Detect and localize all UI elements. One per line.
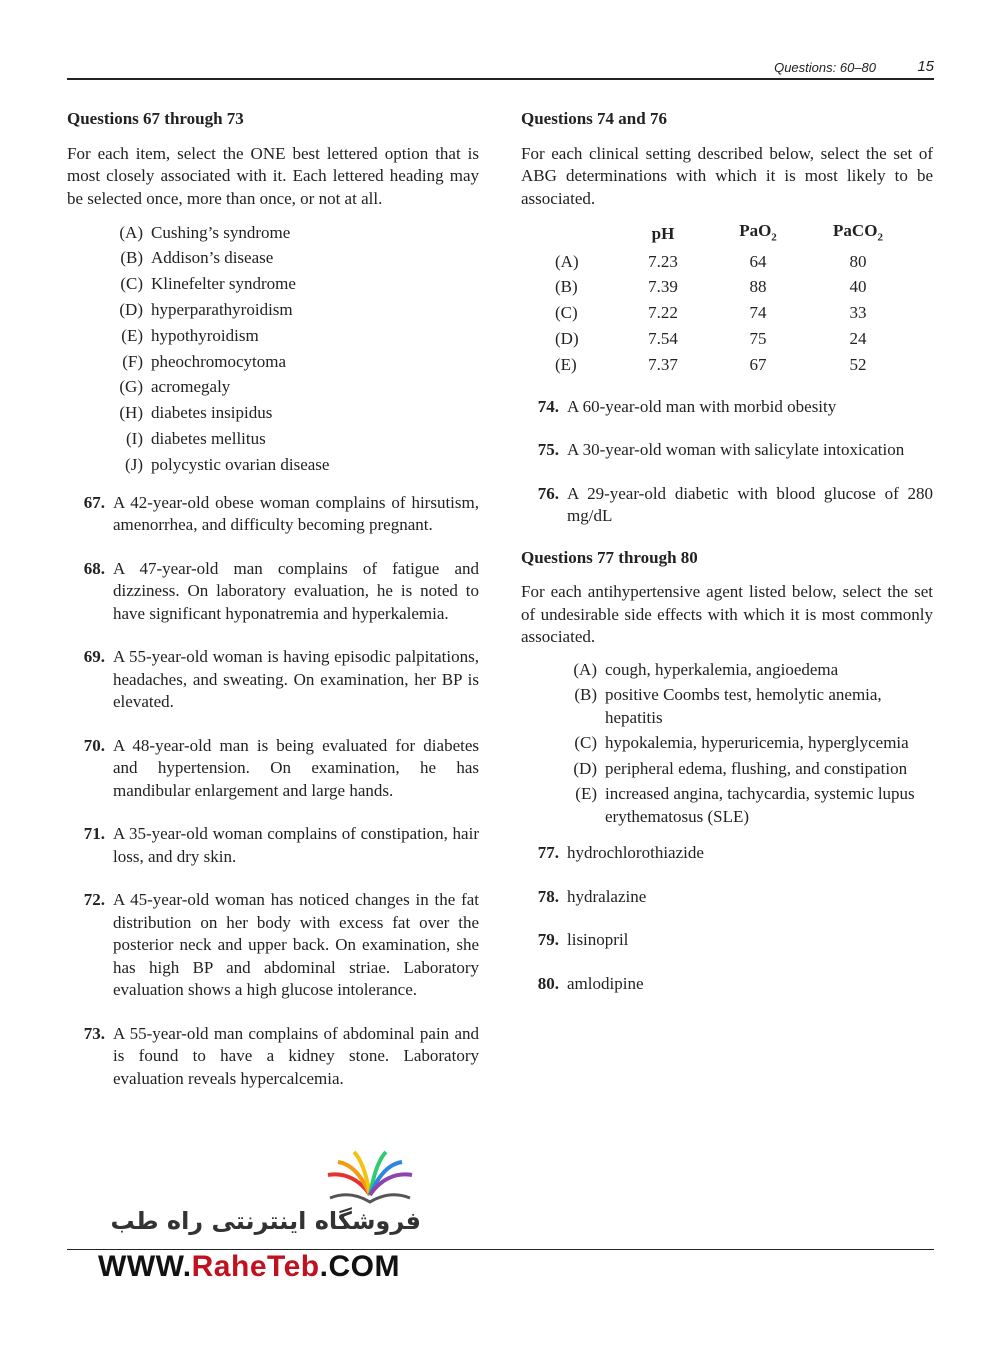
question-number: 75. <box>537 440 559 460</box>
page-number: 15 <box>917 58 934 75</box>
abg-header-row <box>555 220 913 249</box>
option-text: Klinefelter syndrome <box>151 274 296 294</box>
option-text: pheochromocytoma <box>151 351 287 371</box>
option-item <box>67 272 479 298</box>
option-item <box>521 659 933 682</box>
option-item <box>521 758 933 781</box>
question-item <box>521 483 933 528</box>
option-item <box>67 349 479 375</box>
option-letter: (E) <box>121 325 143 345</box>
question-list <box>521 396 933 528</box>
question-number: 79. <box>537 930 559 950</box>
abg-ph-value: 7.23 <box>648 251 678 271</box>
question-item <box>67 823 479 868</box>
abg-pao2-value: 64 <box>749 251 767 271</box>
option-letter: (D) <box>573 758 597 778</box>
site-watermark <box>98 1150 428 1290</box>
col-header-ph: pH <box>651 224 675 244</box>
option-text: acromegaly <box>151 377 231 397</box>
header-question-range: Questions: 60–80 <box>774 60 876 75</box>
option-list <box>67 220 479 478</box>
option-letter: (J) <box>125 454 143 474</box>
col-header-paco2: PaCO$_2$ <box>833 221 883 244</box>
question-item <box>67 558 479 626</box>
abg-row <box>555 249 913 275</box>
question-text: A 30-year-old woman with salicylate intoxication <box>567 440 905 460</box>
option-letter: (D) <box>119 300 143 320</box>
question-item <box>67 646 479 714</box>
option-letter: (A) <box>119 222 143 242</box>
section-heading: Questions 67 through 73 <box>67 109 244 128</box>
option-item <box>67 375 479 401</box>
option-item <box>521 684 933 729</box>
page-header <box>67 60 934 80</box>
question-list <box>67 492 479 1091</box>
question-number: 70. <box>83 735 105 755</box>
abg-ph-value: 7.54 <box>648 328 678 348</box>
option-letter: (G) <box>119 377 143 397</box>
question-item <box>521 929 933 952</box>
option-item <box>67 246 479 272</box>
question-text: A 55-year-old man complains of abdominal pain and is found to have a kidney stone. Laboratory evaluation reveals hypercalcemia. <box>113 1023 479 1088</box>
abg-option-letter: (C) <box>555 303 578 323</box>
question-text: A 48-year-old man is being evaluated for diabetes and hypertension. On examination, he has mandibular enlargement and large hands. <box>113 735 479 800</box>
col-header-pao2: PaO$_2$ <box>739 221 777 244</box>
abg-paco2-value: 24 <box>849 328 867 348</box>
abg-pao2-value: 75 <box>749 328 767 348</box>
question-item <box>521 886 933 909</box>
option-item <box>521 732 933 755</box>
option-text: peripheral edema, flushing, and constipation <box>605 758 908 778</box>
watermark-url: WWW.RaheTeb.COM <box>98 1250 400 1283</box>
abg-ph-value: 7.39 <box>648 277 678 297</box>
abg-paco2-value: 80 <box>849 251 867 271</box>
section-heading: Questions 77 through 80 <box>521 547 698 567</box>
option-text: hypothyroidism <box>151 325 259 345</box>
question-text: A 60-year-old man with morbid obesity <box>567 396 837 416</box>
abg-pao2-value: 74 <box>749 303 767 323</box>
question-number: 67. <box>83 492 105 512</box>
option-item <box>67 323 479 349</box>
option-text: Addison’s disease <box>151 248 274 268</box>
option-item <box>67 297 479 323</box>
option-text: positive Coombs test, hemolytic anemia, hepatitis <box>605 685 882 727</box>
question-number: 80. <box>537 973 559 993</box>
abg-option-letter: (A) <box>555 251 579 271</box>
option-item <box>67 452 479 478</box>
question-number: 73. <box>83 1023 105 1043</box>
option-item <box>67 220 479 246</box>
question-item <box>521 973 933 996</box>
question-item <box>521 396 933 419</box>
option-text: Cushing’s syndrome <box>151 222 291 242</box>
option-letter: (H) <box>119 403 143 423</box>
option-letter: (C) <box>574 733 597 753</box>
option-text: increased angina, tachycardia, systemic lupus erythematosus (SLE) <box>605 784 915 826</box>
option-letter: (B) <box>574 685 597 705</box>
option-item <box>67 401 479 427</box>
question-item <box>67 492 479 537</box>
option-item <box>521 783 933 828</box>
abg-pao2-value: 67 <box>749 354 767 374</box>
abg-option-letter: (D) <box>555 328 579 348</box>
question-text: A 55-year-old woman is having episodic palpitations, headaches, and sweating. On examination, her BP is elevated. <box>113 647 479 712</box>
abg-row <box>555 275 913 301</box>
option-list <box>521 659 933 829</box>
option-text: hypokalemia, hyperuricemia, hyperglycemia <box>605 733 909 753</box>
open-book-logo-icon <box>320 1150 420 1210</box>
left-column <box>67 108 479 1111</box>
section-instruction: For each clinical setting described below, select the set of ABG determinations with which it is most likely to be associated. <box>521 143 933 208</box>
question-text: A 29-year-old diabetic with blood glucose of 280 mg/dL <box>567 483 933 526</box>
option-letter: (B) <box>120 248 143 268</box>
abg-row <box>555 352 913 378</box>
question-item <box>67 1023 479 1091</box>
question-item <box>521 439 933 462</box>
option-text: cough, hyperkalemia, angioedema <box>605 659 839 679</box>
abg-row <box>555 326 913 352</box>
section-heading: Questions 74 and 76 <box>521 109 667 128</box>
section-instruction: For each item, select the ONE best lettered option that is most closely associated with it. Each lettered heading may be selected once, more than once, or not at all. <box>67 143 479 208</box>
watermark-persian-text: فروشگاه اینترنتی راه طب <box>110 1207 421 1235</box>
question-number: 77. <box>537 843 559 863</box>
abg-paco2-value: 33 <box>849 303 867 323</box>
question-text: lisinopril <box>567 930 629 950</box>
question-number: 74. <box>537 396 559 416</box>
option-letter: (A) <box>573 659 597 679</box>
question-text: A 35-year-old woman complains of constipation, hair loss, and dry skin. <box>113 824 479 866</box>
question-item <box>67 889 479 1002</box>
question-number: 76. <box>537 483 559 503</box>
option-text: diabetes mellitus <box>151 429 266 449</box>
option-text: diabetes insipidus <box>151 403 273 423</box>
abg-table <box>555 220 913 378</box>
abg-option-letter: (E) <box>555 354 577 374</box>
question-item <box>521 842 933 865</box>
question-text: A 42-year-old obese woman complains of hirsutism, amenorrhea, and difficulty becoming pregnant. <box>113 492 479 535</box>
option-letter: (E) <box>575 784 597 804</box>
abg-ph-value: 7.22 <box>648 303 678 323</box>
question-text: A 47-year-old man complains of fatigue and dizziness. On laboratory evaluation, he is noted to have significant hyponatremia and hyperkalemia. <box>113 558 479 623</box>
question-number: 78. <box>537 886 559 906</box>
question-text: hydralazine <box>567 886 647 906</box>
abg-row <box>555 300 913 326</box>
option-letter: (I) <box>126 429 143 449</box>
question-number: 69. <box>83 647 105 667</box>
abg-ph-value: 7.37 <box>648 354 678 374</box>
abg-pao2-value: 88 <box>749 277 767 297</box>
footer-rule <box>67 1249 934 1250</box>
option-item <box>67 426 479 452</box>
option-letter: (C) <box>120 274 143 294</box>
abg-option-letter: (B) <box>555 277 578 297</box>
right-column <box>521 108 933 1016</box>
question-text: amlodipine <box>567 973 644 993</box>
question-text: hydrochlorothiazide <box>567 843 704 863</box>
option-letter: (F) <box>122 351 143 371</box>
option-text: polycystic ovarian disease <box>151 454 330 474</box>
section-instruction: For each antihypertensive agent listed below, select the set of undesirable side effects with which it is most commonly associated. <box>521 582 933 647</box>
abg-paco2-value: 40 <box>849 277 867 297</box>
abg-paco2-value: 52 <box>849 354 867 374</box>
option-text: hyperparathyroidism <box>151 300 293 320</box>
question-number: 72. <box>83 890 105 910</box>
question-list <box>521 842 933 995</box>
question-number: 71. <box>83 824 105 844</box>
question-item <box>67 735 479 803</box>
question-text: A 45-year-old woman has noticed changes in the fat distribution on her body with excess fat over the posterior neck and upper back. On examination, she has high BP and abdominal striae. Laboratory evaluation shows a high glucose intolerance. <box>113 890 479 1000</box>
question-number: 68. <box>83 558 105 578</box>
